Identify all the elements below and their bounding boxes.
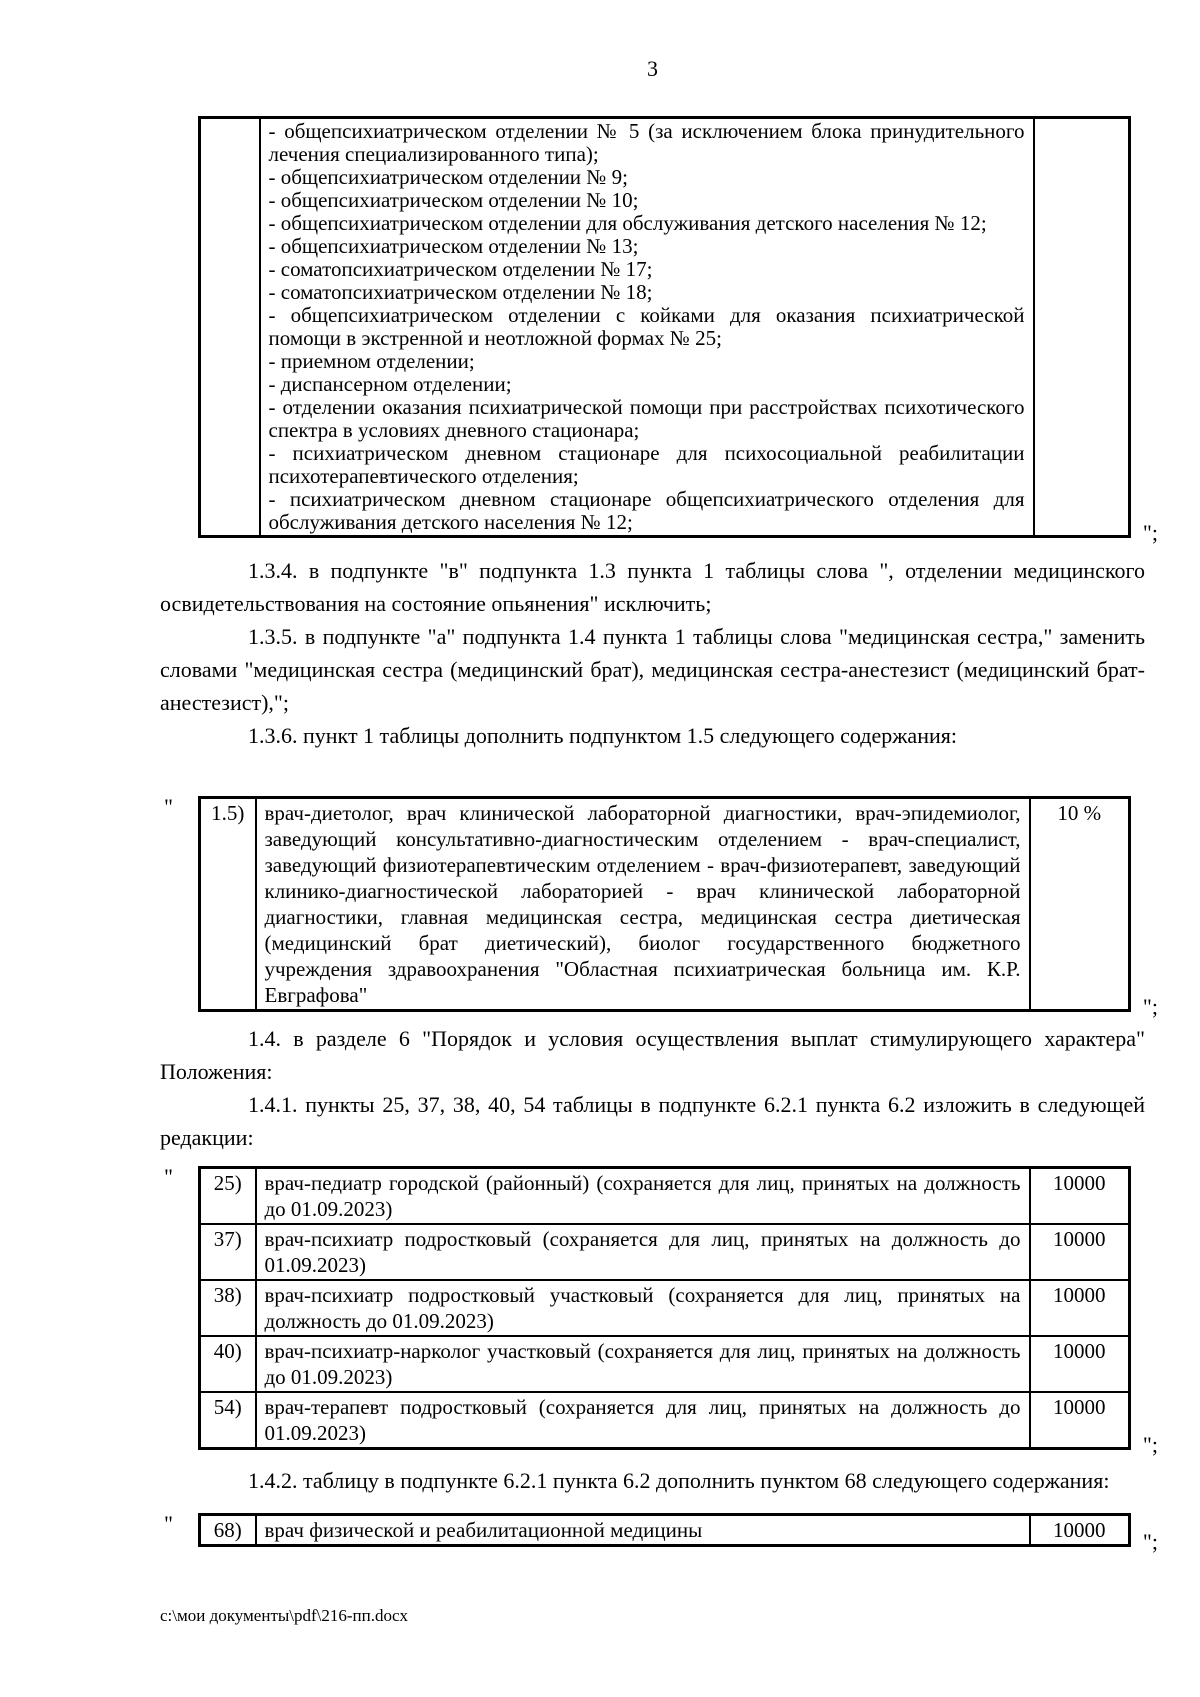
department-line: - диспансерном отделении;	[268, 372, 512, 396]
department-line: - общепсихиатрическом отделении № 10;	[268, 188, 639, 212]
point-68-table-wrap	[164, 1511, 1158, 1554]
footer-file-path: с:\мои документы\pdf\216-пп.docx	[160, 1606, 409, 1625]
row-text-cell: врач-терапевт подростковый (сохраняется для лиц, принятых на должность до 01.09.2023)	[256, 1392, 1030, 1449]
departments-table-wrap	[198, 116, 1158, 545]
table-row	[200, 1224, 1130, 1280]
salary-points-table-wrap	[164, 1164, 1158, 1457]
table-row	[200, 1168, 1130, 1225]
row-text-cell: врач физической и реабилитационной медицины	[256, 1515, 1030, 1546]
paragraph-1-4: 1.4. в разделе 6 "Порядок и условия осуществления выплат стимулирующего характера" Положения:	[160, 1026, 1145, 1084]
closing-quote-mark: ";	[1142, 520, 1158, 545]
row-text-cell: врач-педиатр городской (районный) (сохраняется для лиц, принятых на должность до 01.09.2023)	[256, 1168, 1030, 1225]
row-text-cell: врач-диетолог, врач клинической лабораторной диагностики, врач-эпидемиолог, заведующий консультативно-диагностическим отделением - врач-специалист, заведующий физиотерапевтическим отделением - врач-физиотерапевт, заведующий клинико-диагностической лабораторией - врач клинической лабораторной диагностики, главная медицинская сестра, медицинская сестра диетическая (медицинский брат диетический), биолог государственного бюджетного учреждения здравоохранения "Областная психиатрическая больница им. К.Р. Евграфова"	[256, 798, 1030, 1011]
department-line: - психиатрическом дневном стационаре общепсихиатрического отделения для обслуживания детского населения № 12;	[268, 487, 1025, 534]
paragraph-1-4-1: 1.4.1. пункты 25, 37, 38, 40, 54 таблицы в подпункте 6.2.1 пункта 6.2 изложить в следующей редакции:	[160, 1092, 1145, 1150]
row-value-cell: 10000	[1030, 1168, 1130, 1225]
row-number-cell: 54)	[200, 1392, 256, 1449]
department-line: - приемном отделении;	[268, 349, 475, 373]
table-row	[200, 1336, 1130, 1392]
salary-points-table	[198, 1166, 1131, 1450]
point-68-table	[198, 1513, 1131, 1547]
paragraph-1-3-5: 1.3.5. в подпункте "а" подпункта 1.4 пункта 1 таблицы слова "медицинская сестра," заменить словами "медицинская сестра (медицинский брат), медицинская сестра-анестезист (медицинский брат-анестезист),";	[160, 624, 1145, 715]
amendment-paragraph-1-4-2-group	[160, 1464, 1145, 1497]
closing-quote-mark: ";	[1142, 1432, 1158, 1457]
subpoint-1-5-table	[198, 796, 1131, 1012]
amendment-paragraphs-1-4	[160, 1022, 1145, 1154]
table-row	[200, 1515, 1130, 1546]
department-line: - психиатрическом дневном стационаре для психосоциальной реабилитации психотерапевтического отделения;	[268, 441, 1025, 488]
row-value-cell: 10000	[1030, 1224, 1130, 1280]
row-value-cell: 10 %	[1030, 798, 1130, 1011]
empty-value-cell	[1034, 118, 1130, 537]
department-line: - общепсихиатрическом отделении № 9;	[268, 165, 628, 189]
page-number: 3	[647, 56, 658, 81]
table-row	[200, 1280, 1130, 1336]
opening-quote-mark: "	[164, 1511, 173, 1536]
department-line: - отделении оказания психиатрической помощи при расстройствах психотического спектра в условиях дневного стационара;	[268, 395, 1025, 442]
departments-list-cell	[260, 118, 1034, 537]
row-number-cell: 25)	[200, 1168, 256, 1225]
row-number-cell: 68)	[200, 1515, 256, 1546]
paragraph-1-3-6: 1.3.6. пункт 1 таблицы дополнить подпунктом 1.5 следующего содержания:	[248, 723, 957, 748]
closing-quote-mark: ";	[1142, 994, 1158, 1019]
department-line: - общепсихиатрическом отделении для обслуживания детского населения № 12;	[268, 211, 987, 235]
row-value-cell: 10000	[1030, 1392, 1130, 1449]
department-line: - общепсихиатрическом отделении № 5 (за исключением блока принудительного лечения специализированного типа);	[268, 119, 1025, 166]
table-row	[200, 118, 1130, 537]
amendment-paragraphs-1-3	[160, 554, 1145, 752]
opening-quote-mark: "	[164, 794, 173, 819]
paragraph-1-3-4: 1.3.4. в подпункте "в" подпункта 1.3 пункта 1 таблицы слова ", отделении медицинского освидетельствования на состояние опьянения" исключить;	[160, 558, 1145, 616]
row-text-cell: врач-психиатр-нарколог участковый (сохраняется для лиц, принятых на должность до 01.09.2023)	[256, 1336, 1030, 1392]
row-number-cell: 37)	[200, 1224, 256, 1280]
row-number-cell: 1.5)	[200, 798, 256, 1011]
row-number-cell: 38)	[200, 1280, 256, 1336]
department-line: - общепсихиатрическом отделении № 13;	[268, 234, 639, 258]
row-value-cell: 10000	[1030, 1515, 1130, 1546]
department-line: - соматопсихиатрическом отделении № 18;	[268, 280, 653, 304]
row-text-cell: врач-психиатр подростковый (сохраняется для лиц, принятых на должность до 01.09.2023)	[256, 1224, 1030, 1280]
table-row	[200, 1392, 1130, 1449]
departments-table	[198, 116, 1131, 538]
subpoint-1-5-table-wrap	[164, 794, 1158, 1019]
paragraph-1-4-2: 1.4.2. таблицу в подпункте 6.2.1 пункта 6.2 дополнить пунктом 68 следующего содержания:	[248, 1468, 1110, 1493]
table-row	[200, 798, 1130, 1011]
row-value-cell: 10000	[1030, 1280, 1130, 1336]
row-text-cell: врач-психиатр подростковый участковый (сохраняется для лиц, принятых на должность до 01.09.2023)	[256, 1280, 1030, 1336]
closing-quote-mark: ";	[1142, 1529, 1158, 1554]
department-line: - соматопсихиатрическом отделении № 17;	[268, 257, 653, 281]
opening-quote-mark: "	[164, 1164, 173, 1189]
row-value-cell: 10000	[1030, 1336, 1130, 1392]
department-line: - общепсихиатрическом отделении с койками для оказания психиатрической помощи в экстренной и неотложной формах № 25;	[268, 303, 1025, 350]
page-content	[160, 0, 1158, 1554]
empty-number-cell	[200, 118, 260, 537]
row-number-cell: 40)	[200, 1336, 256, 1392]
